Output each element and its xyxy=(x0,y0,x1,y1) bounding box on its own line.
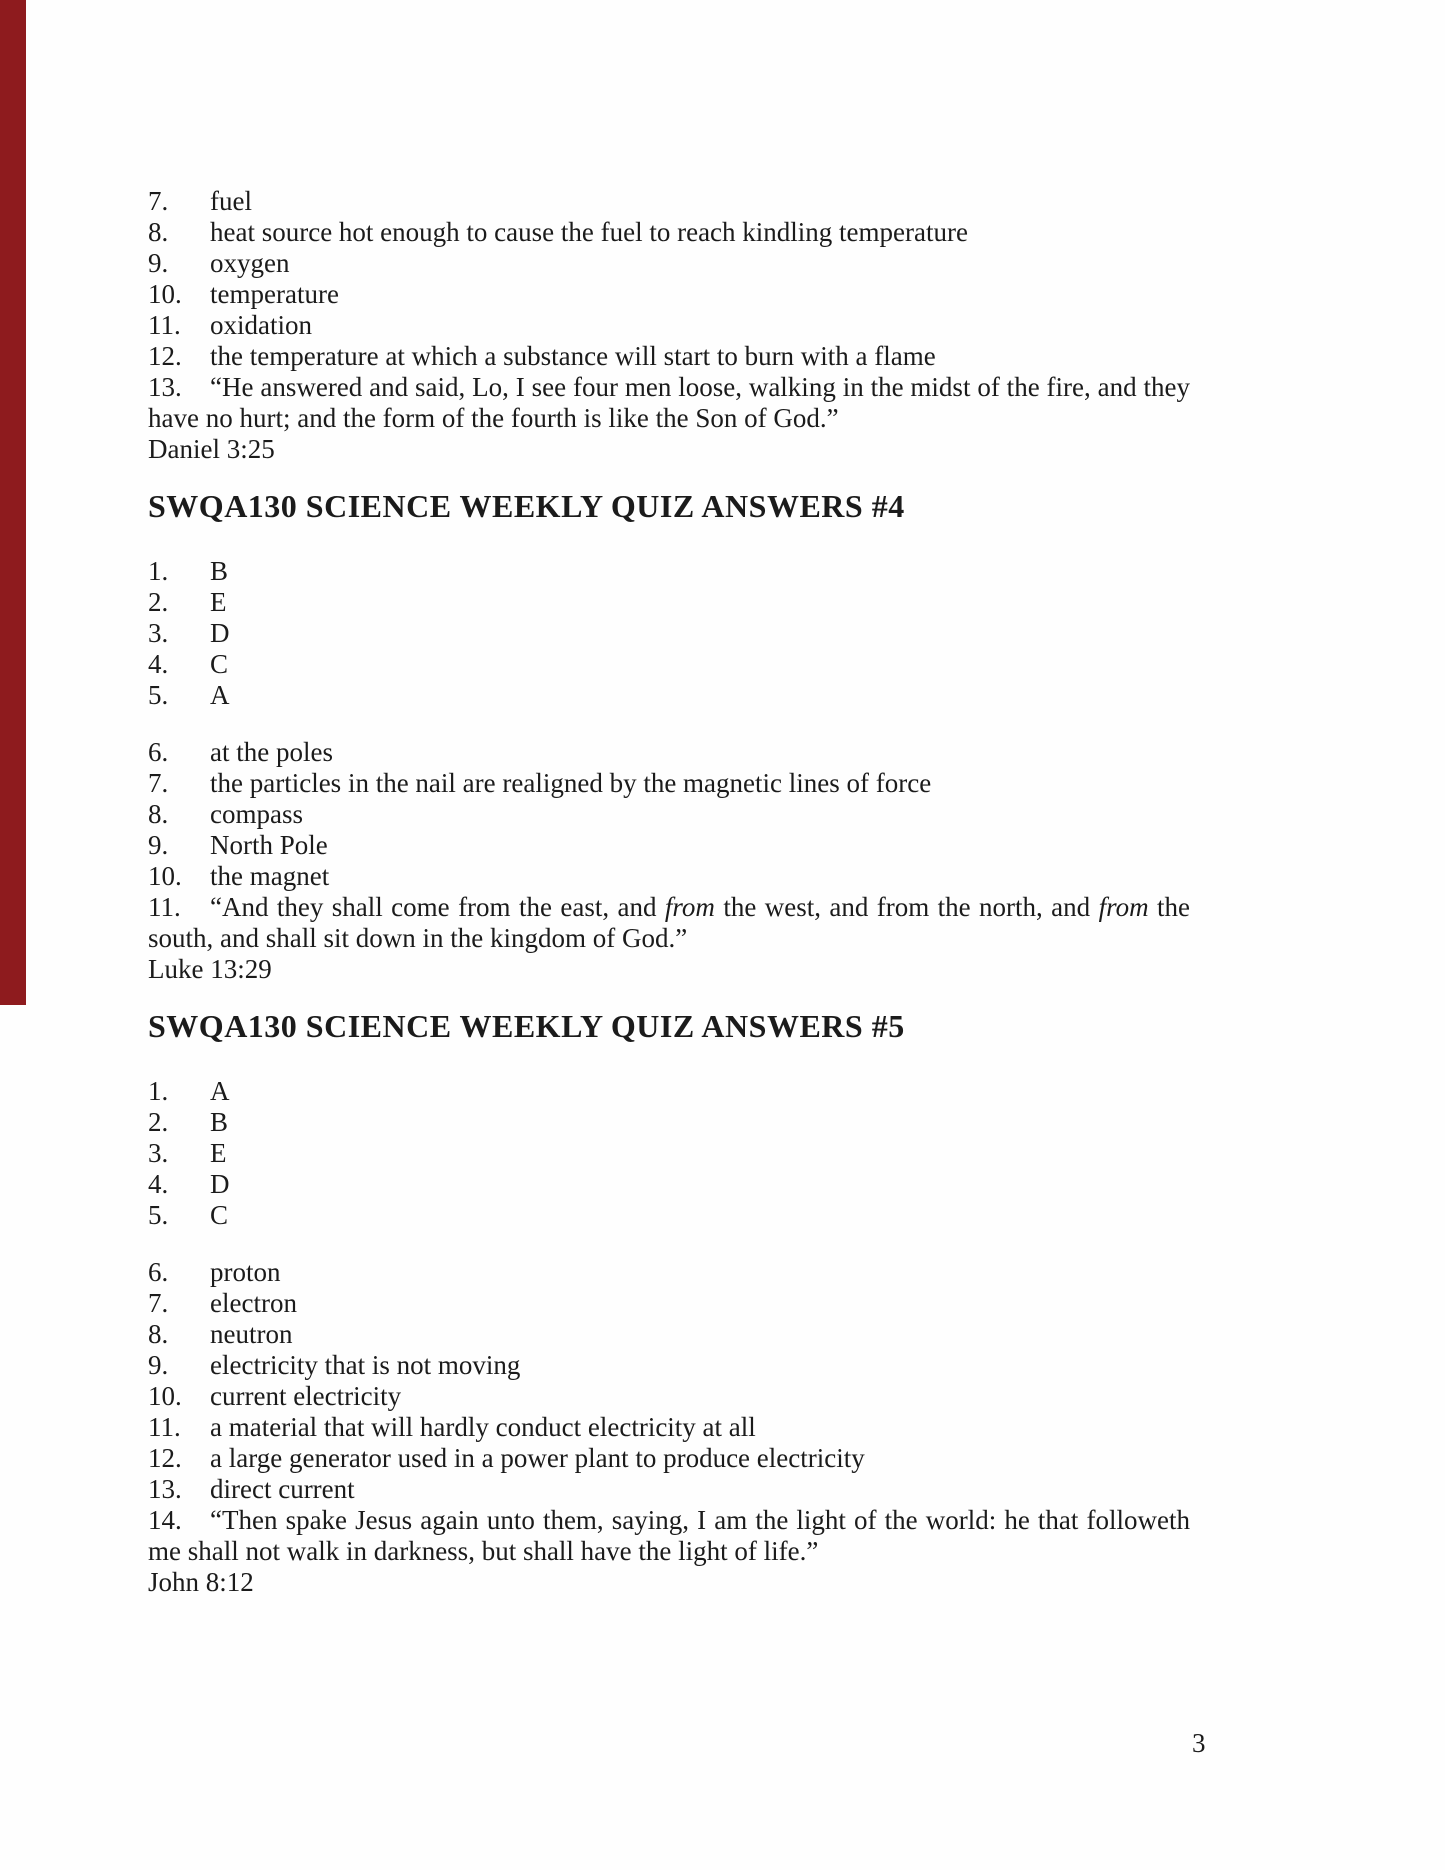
quote-continuation: south, and shall sit down in the kingdom of God.” xyxy=(148,923,688,953)
item-number: 11. xyxy=(148,310,181,340)
answer-item xyxy=(148,861,1190,892)
item-text: current electricity xyxy=(210,1381,402,1411)
answer-item xyxy=(148,1257,1190,1288)
item-number: 9. xyxy=(148,248,169,278)
item-text: D xyxy=(210,1169,230,1199)
scripture-citation: John 8:12 xyxy=(148,1567,254,1597)
item-number: 5. xyxy=(148,680,169,710)
answer-item xyxy=(148,1350,1190,1381)
item-number: 2. xyxy=(148,1107,169,1137)
answer-item xyxy=(148,341,1190,372)
item-text: A xyxy=(210,680,230,710)
quote-segment: the xyxy=(1148,892,1190,922)
item-number: 6. xyxy=(148,737,169,767)
item-text: C xyxy=(210,1200,229,1230)
answer-item xyxy=(148,186,1190,217)
left-edge-stripe xyxy=(0,0,26,1005)
item-text: oxidation xyxy=(210,310,312,340)
answer-list xyxy=(148,186,1190,465)
quiz-heading: SWQA130 SCIENCE WEEKLY QUIZ ANSWERS #5 xyxy=(148,1008,905,1044)
item-number: 4. xyxy=(148,1169,169,1199)
page-content xyxy=(148,186,1190,1598)
item-text: oxygen xyxy=(210,248,290,278)
item-number: 5. xyxy=(148,1200,169,1230)
item-text: the particles in the nail are realigned by the magnetic lines of force xyxy=(210,768,932,798)
item-number: 10. xyxy=(148,279,182,309)
item-text: a large generator used in a power plant to produce electricity xyxy=(210,1443,865,1473)
answer-item xyxy=(148,737,1190,768)
item-number: 4. xyxy=(148,649,169,679)
quote-segment: “And they shall come from the east, and xyxy=(210,892,665,922)
page-number: 3 xyxy=(1192,1728,1206,1758)
answer-item xyxy=(148,830,1190,861)
quote-segment: the west, and from the north, and xyxy=(714,892,1099,922)
item-number: 7. xyxy=(148,1288,169,1318)
item-text: A xyxy=(210,1076,230,1106)
item-text: electricity that is not moving xyxy=(210,1350,521,1380)
answer-list xyxy=(148,1076,1190,1231)
item-text: electron xyxy=(210,1288,297,1318)
answer-list xyxy=(148,1257,1190,1598)
answer-item xyxy=(148,618,1190,649)
quiz-4-answers xyxy=(148,486,1190,985)
quote-continuation: have no hurt; and the form of the fourth is like the Son of God.” xyxy=(148,403,839,433)
item-number: 3. xyxy=(148,618,169,648)
answer-list xyxy=(148,556,1190,711)
answer-item xyxy=(148,892,1190,985)
item-number: 2. xyxy=(148,587,169,617)
answer-item xyxy=(148,587,1190,618)
item-number: 10. xyxy=(148,861,182,891)
item-text: compass xyxy=(210,799,303,829)
item-number: 13. xyxy=(148,1474,182,1504)
item-number: 8. xyxy=(148,217,169,247)
answer-item xyxy=(148,1169,1190,1200)
item-text: at the poles xyxy=(210,737,333,767)
item-number: 7. xyxy=(148,768,169,798)
item-number: 9. xyxy=(148,830,169,860)
answer-item xyxy=(148,1138,1190,1169)
item-number: 8. xyxy=(148,799,169,829)
scripture-citation: Daniel 3:25 xyxy=(148,434,275,464)
item-text: direct current xyxy=(210,1474,355,1504)
answer-item xyxy=(148,217,1190,248)
item-number: 11. xyxy=(148,892,181,922)
item-number: 14. xyxy=(148,1505,182,1535)
quiz-heading: SWQA130 SCIENCE WEEKLY QUIZ ANSWERS #4 xyxy=(148,488,905,524)
item-text: proton xyxy=(210,1257,281,1287)
quote-line xyxy=(148,1505,1190,1536)
item-number: 1. xyxy=(148,556,169,586)
answer-item xyxy=(148,556,1190,587)
item-text: heat source hot enough to cause the fuel to reach kindling temperature xyxy=(210,217,968,247)
answer-item xyxy=(148,1200,1190,1231)
answer-item xyxy=(148,1288,1190,1319)
item-text: E xyxy=(210,1138,227,1168)
item-text: fuel xyxy=(210,186,252,216)
quote-segment: “Then spake Jesus again unto them, saying, I am the light of the world: he that followeth xyxy=(210,1505,1190,1535)
answer-item xyxy=(148,680,1190,711)
answer-list xyxy=(148,737,1190,985)
answer-item xyxy=(148,1474,1190,1505)
item-number: 3. xyxy=(148,1138,169,1168)
answer-item xyxy=(148,649,1190,680)
item-text: E xyxy=(210,587,227,617)
answer-item xyxy=(148,799,1190,830)
item-text: a material that will hardly conduct electricity at all xyxy=(210,1412,756,1442)
item-number: 9. xyxy=(148,1350,169,1380)
answer-item xyxy=(148,768,1190,799)
item-number: 12. xyxy=(148,341,182,371)
item-number: 11. xyxy=(148,1412,181,1442)
quote-segment-italic: from xyxy=(664,892,715,922)
item-text: the magnet xyxy=(210,861,330,891)
quote-segment: “He answered and said, Lo, I see four men loose, walking in the midst of the fire, and they xyxy=(210,372,1190,402)
answer-item xyxy=(148,1505,1190,1598)
answer-item xyxy=(148,1076,1190,1107)
answer-item xyxy=(148,1412,1190,1443)
answer-item xyxy=(148,372,1190,465)
item-text: North Pole xyxy=(210,830,328,860)
item-number: 10. xyxy=(148,1381,182,1411)
quote-segment-italic: from xyxy=(1098,892,1149,922)
item-text: B xyxy=(210,1107,229,1137)
item-number: 1. xyxy=(148,1076,169,1106)
answer-item xyxy=(148,1319,1190,1350)
item-text: C xyxy=(210,649,229,679)
quote-continuation: me shall not walk in darkness, but shall have the light of life.” xyxy=(148,1536,819,1566)
item-text: the temperature at which a substance will start to burn with a flame xyxy=(210,341,936,371)
item-number: 12. xyxy=(148,1443,182,1473)
item-text: temperature xyxy=(210,279,339,309)
item-number: 6. xyxy=(148,1257,169,1287)
answer-item xyxy=(148,1443,1190,1474)
answer-item xyxy=(148,279,1190,310)
answer-item xyxy=(148,1381,1190,1412)
item-text: D xyxy=(210,618,230,648)
quiz-3-answers-continued xyxy=(148,186,1190,465)
item-text: neutron xyxy=(210,1319,293,1349)
quote-line xyxy=(148,892,1190,923)
item-text: B xyxy=(210,556,229,586)
answer-item xyxy=(148,310,1190,341)
quote-line xyxy=(148,372,1190,403)
scripture-citation: Luke 13:29 xyxy=(148,954,272,984)
answer-item xyxy=(148,248,1190,279)
item-number: 7. xyxy=(148,186,169,216)
quiz-5-answers xyxy=(148,1006,1190,1598)
item-number: 8. xyxy=(148,1319,169,1349)
item-number: 13. xyxy=(148,372,182,402)
answer-item xyxy=(148,1107,1190,1138)
